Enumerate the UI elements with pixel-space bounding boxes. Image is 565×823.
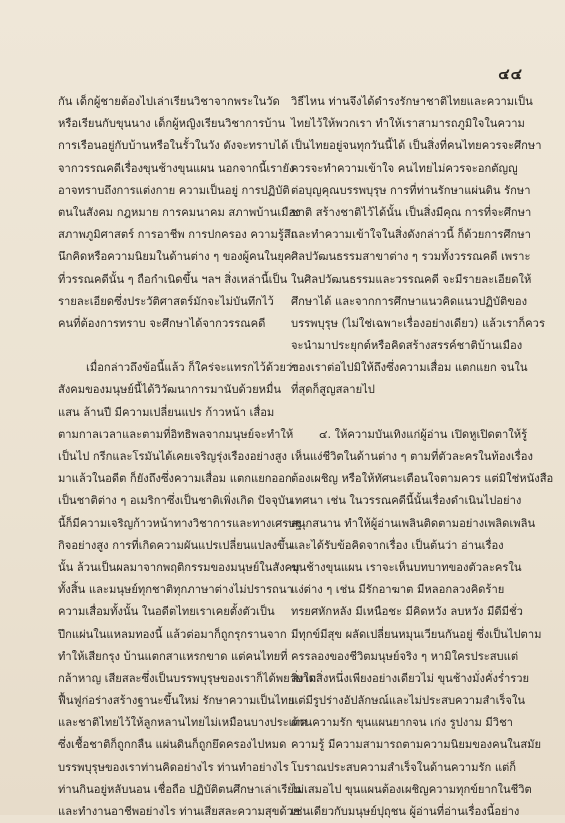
paragraph-gap [291, 402, 527, 424]
left-paragraph-1 [58, 91, 301, 335]
text-line: แต่มีรูปร่างอัปลักษณ์และไม่ประสบความสำเร็จใน [291, 694, 526, 708]
text-line: ซึ่งเชื้อชาติก็ถูกกลืน แผ่นดินก็ถูกยึดครองไปหมด [58, 738, 287, 752]
page-number: ๔๔ [498, 65, 523, 83]
text-line: หรือเรียนกับขุนนาง เด็กผู้หญิงเรียนวิชาการบ้าน [58, 117, 286, 131]
text-line: สิ่งใดสิ่งหนึ่งเพียงอย่างเดียวไม่ ขุนช้างมั่งคั่งร่ำรวย [291, 671, 530, 685]
text-line: ตนในสังคม กฎหมาย การคมนาคม สภาพบ้านเมือง [58, 205, 301, 219]
text-line: วิธีไหน ท่านจึงได้ดำรงรักษาชาติไทยและความเป็น [291, 95, 533, 108]
text-line: เห็นแง่ชีวิตในด้านต่าง ๆ ตามที่ตัวละครในท้องเรื่อง [291, 450, 533, 463]
text-line: ขุนช้างขุนแผน เราจะเห็นบทบาทของตัวละครใน [291, 560, 522, 574]
text-line: ทรยศหักหลัง มีเหนือชะ มีคิดหวัง ลบหวัง มีดีมีชั่ว [291, 605, 523, 619]
text-line: การเรือนอยู่กับบ้านหรือในรั้วในวัง ดังจะทราบได้ [58, 139, 289, 153]
text-line: แสน ล้านปี มีความเปลี่ยนแปร ก้าวหน้า เสื่อม [58, 405, 275, 419]
left-column [58, 91, 317, 823]
text-line: เป็นไป กรีกและโรมันได้เคยเจริญรุ่งเรืองอย่างสูง [58, 450, 287, 463]
text-line: รายละเอียดซึ่งประวัติศาสตร์มักจะไม่บันทึกไว้ [58, 294, 274, 308]
text-line: ในศิลปวัฒนธรรมและวรรณคดี จะมีรายละเอียดให้ [291, 272, 532, 286]
text-line: ทำให้เสียกรุง บ้านแตกสาแหรกขาด แต่คนไทยที่ [58, 649, 288, 663]
text-line: และชาติไทยไว้ให้ลูกหลานไทยไม่เหมือนบางประเทศ [58, 716, 308, 730]
paragraph-gap [58, 335, 296, 357]
text-line: ต้องเผชิญ หรือให้ทัศนะเตือนใจตามควร แต่มิใช่หนังสือ [291, 472, 554, 486]
text-line: ความรู้ มีความสามารถตามความนิยมของคนในสมัย [291, 738, 542, 752]
text-line: เมื่อกล่าวถึงข้อนี้แล้ว ก็ใคร่จะแทรกไว้ด้วยว่า [86, 361, 299, 375]
text-line: สังคมของมนุษย์นี้ได้วิวัฒนาการมานับด้วยหมื่น [58, 383, 282, 397]
text-line: โบราณประสบความสำเร็จในด้านความรัก แต่ก็ [291, 760, 517, 774]
text-line: ท่านกินอยู่หลับนอน เชื่อถือ ปฏิบัติตนศึกษาเล่าเรียน [58, 782, 302, 796]
text-line: ศิลปวัฒนธรรมสาขาต่าง ๆ รวมทั้งวรรณคดี เพราะ [291, 250, 531, 264]
text-line: มีทุกข์มีสุข ผลัดเปลี่ยนหมุนเวียนกันอยู่ ซึ่งเป็นไปตาม [291, 627, 542, 641]
text-line: ไม่เสมอไป ขุนแผนต้องเผชิญความทุกข์ยากในชีวิต [291, 782, 532, 796]
text-line: กล้าหาญ เสียสละซึ่งเป็นบรรพบุรุษของเราก็ได้พยายาม [58, 671, 317, 685]
text-line: นึกคิดหรือความนิยมในด้านต่าง ๆ ของผู้คนในยุค [58, 250, 292, 264]
text-line: กิจอย่างสูง การที่เกิดความผันแปรเปลี่ยนแปลงขึ้น [58, 538, 293, 552]
text-line: ด้านความรัก ขุนแผนยากจน เก่ง รูปงาม มีวิชา [291, 716, 513, 730]
text-line: เป็นชาติต่าง ๆ อเมริกาซึ่งเป็นชาติเพิ่งเกิด ปัจจุบัน [58, 494, 293, 508]
text-line: ฟื้นฟูก่อร่างสร้างฐานะขึ้นใหม่ รักษาความเป็นไทย [58, 694, 295, 708]
text-line: ไทยไว้ให้พวกเรา ทำให้เราสามารถภูมิใจในความ [291, 117, 525, 131]
text-line: เป็นไทยอยู่จนทุกวันนี้ได้ เป็นสิ่งที่คนไทยควรจะศึกษา [291, 139, 542, 153]
text-line: ๔. ให้ความบันเทิงแก่ผู้อ่าน เปิดหูเปิดตาให้รู้ [319, 427, 528, 441]
text-line: ตามกาลเวลาและตามที่อิทธิพลจากมนุษย์จะทำให้ [58, 427, 294, 441]
text-line: ทั้งสิ้น และมนุษย์ทุกชาติทุกภาษาต่างไม่ปรารถนา [58, 583, 293, 597]
text-line: สภาพภูมิศาสตร์ การอาชีพ การปกครอง ความรู้สึก [58, 228, 298, 242]
text-line: แง่ต่าง ๆ เช่น มีรักอาฆาต มีหลอกลวงคิดร้าย [291, 583, 505, 597]
text-line: เทศนา เช่น ในวรรณคดีนี้นั้นเรื่องดำเนินไปอย่าง [291, 494, 522, 508]
text-line: จากวรรณคดีเรื่องขุนช้างขุนแผน นอกจากนี้เรายัง [58, 161, 295, 175]
text-line: ปึกแผ่นในแหลมทองนี้ แล้วต่อมาก็ถูกรุกรานจาก [58, 627, 287, 641]
right-column [291, 91, 554, 823]
right-paragraph-2 [291, 424, 554, 823]
text-line: ความเสื่อมทั้งนั้น ในอดีตไทยเราเคยตั้งตัวเป็น [58, 605, 275, 619]
text-line: ที่วรรณคดีนั้น ๆ ถือกำเนิดขึ้น ฯลฯ สิ่งเหล่านี้เป็น [58, 272, 288, 286]
text-line: กัน เด็กผู้ชายต้องไปเล่าเรียนวิชาจากพระในวัด [58, 95, 280, 108]
text-line: ของเราต่อไปมิให้ถึงซึ่งความเสื่อม แตกแยก จนใน [291, 361, 528, 375]
text-line: คนที่ต้องการทราบ จะศึกษาได้จากวรรณคดี [58, 316, 266, 330]
text-line: ศึกษาได้ และจากการศึกษาแนวคิดแนวปฏิบัติของ [291, 294, 528, 308]
text-line: จะนำมาประยุกต์หรือคิดสร้างสรรค์ชาติบ้านเมือง [291, 339, 523, 353]
text-line: บรรพบุรุษของเราท่านคิดอย่างไร ท่านทำอย่างไร [58, 760, 289, 774]
text-line: เช่นเดียวกับมนุษย์ปุถุชน ผู้อ่านที่อ่านเรื่องนี้อย่าง [291, 805, 520, 818]
text-line: นั้น ล้วนเป็นผลมาจากพฤติกรรมของมนุษย์ในสังคม [58, 560, 300, 574]
left-paragraph-2 [58, 357, 317, 823]
text-line: บรรพบุรุษ (ไม่ใช่เฉพาะเรื่องอย่างเดียว) แล้วเราก็ควร [291, 316, 545, 330]
text-line: ควรจะทำความเข้าใจ คนไทยไม่ควรจะอกตัญญู [291, 161, 518, 175]
text-line: มาแล้วในอดีต ก็ยังถึงซึ่งความเสื่อม แตกแยกออก [58, 472, 292, 486]
text-line: ต่อบุญคุณบรรพบุรุษ การที่ท่านรักษาแผ่นดิน รักษา [291, 183, 531, 197]
text-line: ชาติ สร้างชาติไว้ได้นั้น เป็นสิ่งมีคุณ การที่จะศึกษา [291, 205, 532, 219]
text-line: นี้ก็มีความเจริญก้าวหน้าทางวิชาการและทางเศรษฐ [58, 516, 302, 530]
text-line: และได้รับข้อคิดจากเรื่อง เป็นต้นว่า อ่านเรื่อง [291, 538, 504, 552]
text-line: และทำงานอาชีพอย่างไร ท่านเสียสละความสุขด้วย [58, 805, 300, 818]
text-line: และทำความเข้าใจในสิ่งดังกล่าวนี้ ก็ด้วยการศึกษา [291, 228, 531, 242]
text-line: สนุกสนาน ทำให้ผู้อ่านเพลินติดตามอย่างเพลิดเพลิน [291, 516, 536, 530]
text-line: ครรลองของชีวิตมนุษย์จริง ๆ หามิใครประสบแต่ [291, 649, 519, 663]
text-line: อาจทราบถึงการแต่งกาย ความเป็นอยู่ การปฏิบัติ [58, 183, 290, 197]
right-paragraph-1 [291, 91, 545, 402]
text-line: ที่สุดก็สูญสลายไป [291, 383, 375, 397]
